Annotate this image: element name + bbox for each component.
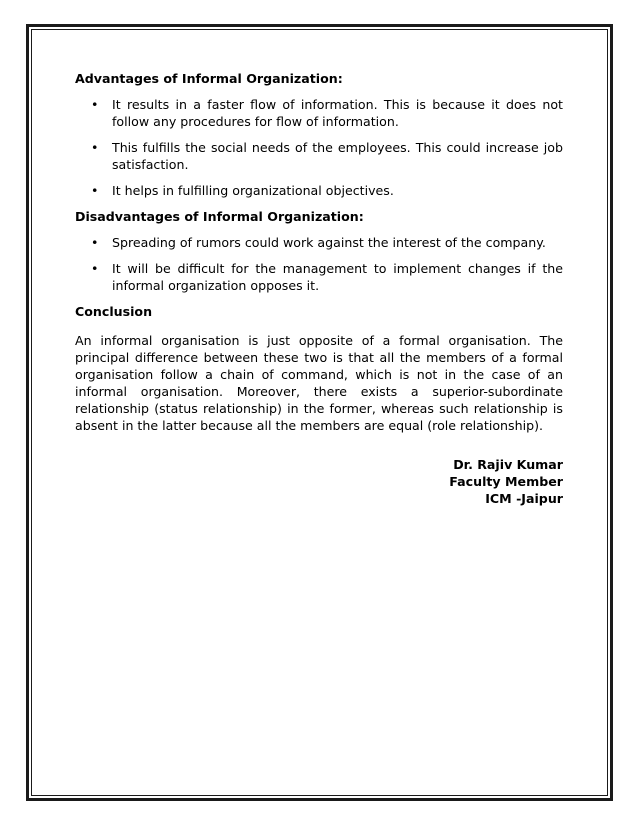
document-body	[75, 70, 563, 434]
disadvantages-heading: Disadvantages of Informal Organization:	[75, 209, 364, 224]
list-item: • This fulfills the social needs of the employees. This could increase job satisfaction.	[91, 140, 563, 172]
list-item: • Spreading of rumors could work against the interest of the company.	[91, 235, 546, 250]
conclusion-heading: Conclusion	[75, 304, 153, 319]
bullet-icon: •	[91, 183, 99, 198]
bullet-icon: •	[91, 261, 99, 276]
bullet-icon: •	[91, 97, 99, 112]
signature-title: Faculty Member	[449, 474, 563, 489]
advantages-heading: Advantages of Informal Organization:	[75, 71, 343, 86]
list-item: • It results in a faster flow of information. This is because it does not follow any procedures for flow of information.	[91, 97, 563, 129]
advantages-list	[75, 96, 563, 199]
bullet-icon: •	[91, 235, 99, 250]
list-item: • It helps in fulfilling organizational objectives.	[91, 183, 394, 198]
bullet-icon: •	[91, 140, 99, 155]
signature-name: Dr. Rajiv Kumar	[453, 457, 563, 472]
conclusion-paragraph: An informal organisation is just opposite of a formal organisation. The principal difference between these two is that all the members of a formal organisation follow a chain of command, which is not in the case of an informal organisation. Moreover, there exists a superior-subordinate relationship (status relationship) in the former, whereas such relationship is absent in the latter because all the members are equal (role relationship).	[75, 333, 563, 433]
list-item: • It will be difficult for the management to implement changes if the informal organization opposes it.	[91, 261, 563, 293]
disadvantages-list	[75, 234, 563, 294]
signature-institution: ICM -Jaipur	[485, 491, 563, 506]
signature-block	[300, 456, 563, 507]
